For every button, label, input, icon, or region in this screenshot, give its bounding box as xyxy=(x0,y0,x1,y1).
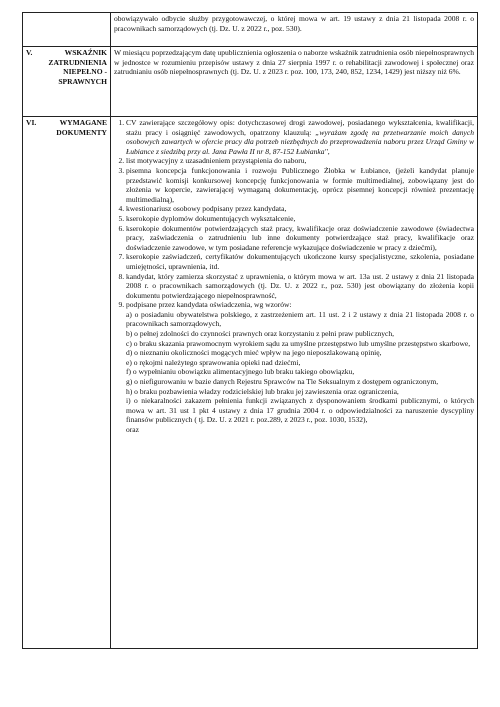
table-row xyxy=(23,13,478,47)
statement-a: a) o posiadaniu obywatelstwa polskiego, z zastrzeżeniem art. 11 ust. 2 i 2 ustawy z dnia 21 listopada 2008 r. o pracownikach samorządowych, xyxy=(126,309,474,329)
statement-b: b) o pełnej zdolności do czynności prawnych oraz korzystaniu z pełni praw publicznych, xyxy=(126,329,395,339)
section-vi-label-cell xyxy=(23,117,111,649)
statement-f: f) o wypełnianiu obowiązku alimentacyjnego lub braku takiego obowiązku, xyxy=(126,367,355,377)
section-v-label-cell xyxy=(23,47,111,117)
list-item xyxy=(126,300,474,434)
section-vi-label: WYMAGANE DOKUMENTY xyxy=(56,118,107,137)
list-item: 4. kwestionariusz osobowy podpisany przez kandydata, xyxy=(126,204,474,214)
section-vi-number: VI. xyxy=(26,118,37,127)
list-item: 7. kserokopie zaświadczeń, certyfikatów dokumentujących ukończone kursy specjalistyczne, szkolenia, posiadane umiejętności, uprawnienia, itd. xyxy=(126,252,474,271)
list-item: 8. kandydat, który zamierza skorzystać z uprawnienia, o którym mowa w art. 13a ust. 2 ustawy z dnia 21 listopada 2008 r. o pracownikach samorządowych (tj. Dz. U. z 2022 r., poz. 530) jest obowiązany do złożenia kopii dokumentu potwierdzającego niepełnosprawność, xyxy=(126,272,474,301)
job-offer-table xyxy=(22,12,478,649)
statement-e: e) o rękojmi należytego sprawowania opieki nad dziećmi, xyxy=(126,357,301,367)
item-1-end: , xyxy=(327,146,330,156)
section-v-text: W miesiącu poprzedzającym datę upublicznienia ogłoszenia o naborze wskaźnik zatrudnienia osób niepełnosprawnych w jednostce w rozumieniu przepisów ustawy z dnia 27 sierpnia 1997 r. o rehabilitacji zawodowej i społecznej oraz zatrudnianiu osób niepełnosprawnych (tj. Dz. U. z 2023 r. poz. 100, 173, 240, 852, 1234, 1429) jest niższy niż 6%. xyxy=(111,47,478,117)
list-item: 3. pisemna koncepcja funkcjonowania i rozwoju Publicznego Żłobka w Łubiance, (jeżeli kandydat planuje przedstawić komisji konkursowej koncepcję funkcjonowania w formie multimedialnej, zobowiązany jest do złożenia w kopercie, zawierającej wymaganą dokumentację, oprócz pisemnej koncepcji również prezentację multimedialną), xyxy=(126,166,474,204)
list-item: 2. list motywacyjny z uzasadnieniem przystąpienia do naboru, xyxy=(126,156,474,166)
statement-c: c) o braku skazania prawomocnym wyrokiem sądu za umyślne przestępstwo lub umyślne przestępstwo skarbowe, xyxy=(126,338,471,348)
item-1-text: CV zawierające szczegółowy opis: dotychczasowej drogi zawodowej, posiadanego wykształcenia, kwalifikacji, stażu pracy i osiągnięć zawodowych, opatrzony klauzulą: xyxy=(126,118,474,137)
empty-label-cell xyxy=(23,13,111,47)
statement-g: g) o niefigurowaniu w bazie danych Rejestru Sprawców na Tle Seksualnym z dostępem ograniczonym, xyxy=(126,377,439,387)
item-9-text: 9. podpisane przez kandydata oświadczenia, wg wzorów: xyxy=(126,300,292,310)
statement-h: h) o braku pozbawienia władzy rodzicielskiej lub braku jej zawieszenia oraz ograniczenia, xyxy=(126,386,399,396)
required-documents-cell xyxy=(111,117,478,649)
required-documents-list xyxy=(114,118,474,435)
statement-end: oraz xyxy=(126,425,139,434)
consent-clause: „wyrażam zgodę na przetwarzanie moich danych osobowych zawartych w ofercie pracy dla potrzeb niezbędnych do przeprowadzenia naboru przez Urząd Gminy w Łubiance z siedzibą przy al. Jana Pawła II nr 8, 87-152 Łubianka'' xyxy=(126,127,475,156)
list-item: 5. kserokopie dyplomów dokumentujących wykształcenie, xyxy=(126,214,474,224)
table-row xyxy=(23,47,478,117)
continued-text-cell: obowiązywało odbycie służby przygotowawczej, o której mowa w art. 19 ustawy z dnia 21 listopada 2008 r. o pracownikach samorządowych (tj. Dz. U. z 2022 r., poz. 530). xyxy=(111,13,478,47)
statement-d: d) o nieznaniu okoliczności mogących mieć wpływ na jego nieposzlakowaną opinię, xyxy=(126,348,382,358)
list-item xyxy=(126,118,474,156)
list-item: 6. kserokopie dokumentów potwierdzających staż pracy, kwalifikacje oraz doświadczenie zawodowe (świadectwa pracy, zaświadczenia o zatrudnieniu lub inne dokumenty potwierdzające staż pracy, kwalifikacje oraz doświadczenie zawodowe, w tym posiadane referencje wykazujące doświadczenie w pracy z dziećmi), xyxy=(126,224,474,253)
section-v-number: V. xyxy=(26,48,33,57)
table-row xyxy=(23,117,478,649)
statement-i: i) o niekaralności zakazem pełnienia funkcji związanych z dysponowaniem środkami publicznymi, o których mowa w art. 31 ust 1 pkt 4 ustawy z dnia 17 grudnia 2004 r. o odpowiedzialności za naruszenie dyscypliny finansów publicznych ( tj. Dz. U. z 2021 r. poz.289, z 2023 r., poz. 1030, 1532), xyxy=(126,396,474,425)
section-v-label: WSKAŹNIK ZATRUDNIENIA NIEPEŁNO - SPRAWNYCH xyxy=(48,48,107,86)
